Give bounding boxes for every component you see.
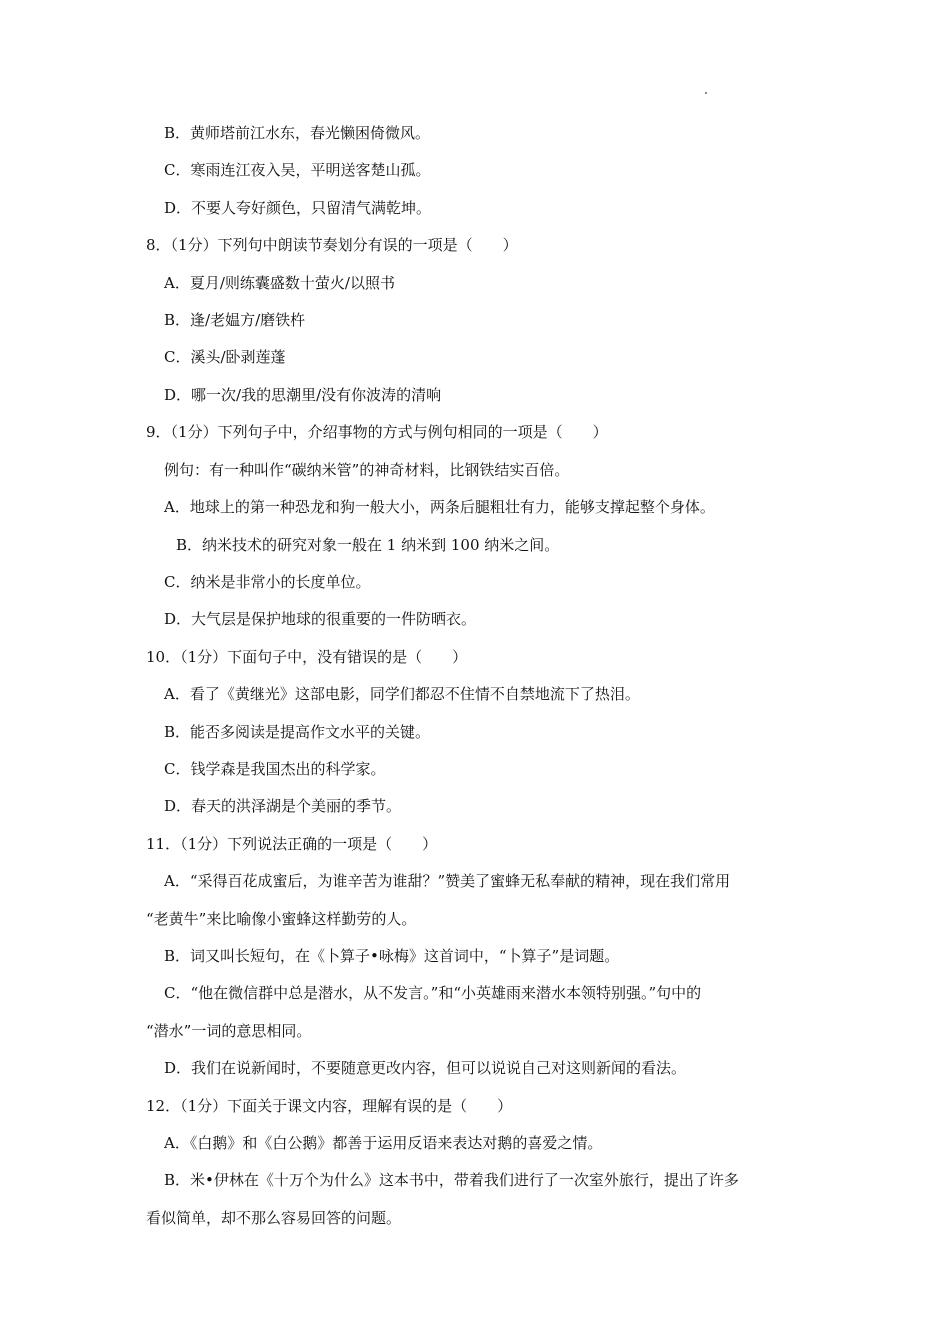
page-speck [705,92,707,94]
q9-option-a: A．地球上的第一种恐龙和狗一般大小，两条后腿粗壮有力，能够支撑起整个身体。 [164,498,715,516]
question-9: 9．（1分）下列句子中，介绍事物的方式与例句相同的一项是（ ） [146,423,608,441]
question-12: 12．（1分）下面关于课文内容，理解有误的是（ ） [146,1097,513,1115]
q8-option-a: A．夏月/则练囊盛数十萤火/以照书 [164,274,395,292]
q7-option-b: B．黄师塔前江水东，春光懒困倚微风。 [164,124,431,142]
q11-option-a-continued: “老黄牛”来比喻像小蜜蜂这样勤劳的人。 [146,910,417,928]
q7-option-c: C．寒雨连江夜入吴，平明送客楚山孤。 [164,161,431,179]
q12-option-b-continued: 看似简单，却不那么容易回答的问题。 [146,1209,402,1227]
q10-option-a: A．看了《黄继光》这部电影，同学们都忍不住情不自禁地流下了热泪。 [164,685,640,703]
q8-option-b: B．逢/老媪方/磨铁杵 [164,311,306,329]
q9-option-d: D．大气层是保护地球的很重要的一件防晒衣。 [164,610,477,628]
q12-option-b: B．米•伊林在《十万个为什么》这本书中，带着我们进行了一次室外旅行，提出了许多 [164,1171,739,1189]
q7-option-d: D．不要人夸好颜色，只留清气满乾坤。 [164,199,432,217]
q11-option-c: C．“他在微信群中总是潜水，从不发言。”和“小英雄雨来潜水本领特别强。”句中的 [164,984,702,1002]
q11-option-d: D．我们在说新闻时，不要随意更改内容，但可以说说自己对这则新闻的看法。 [164,1059,687,1077]
q9-option-b: B．纳米技术的研究对象一般在 1 纳米到 100 纳米之间。 [176,536,560,554]
q9-option-c: C．纳米是非常小的长度单位。 [164,573,371,591]
q10-option-d: D．春天的洪泽湖是个美丽的季节。 [164,797,402,815]
q10-option-c: C．钱学森是我国杰出的科学家。 [164,760,386,778]
q9-example: 例句：有一种叫作“碳纳米管”的神奇材料，比钢铁结实百倍。 [164,461,570,479]
question-10: 10．（1分）下面句子中，没有错误的是（ ） [146,648,468,666]
q11-option-b: B．词又叫长短句，在《卜算子•咏梅》这首词中，“卜算子”是词题。 [164,947,620,965]
q8-option-c: C．溪头/卧剥莲蓬 [164,348,286,366]
question-11: 11．（1分）下列说法正确的一项是（ ） [146,835,438,853]
q8-option-d: D．哪一次/我的思潮里/没有你波涛的清响 [164,386,442,404]
question-8: 8．（1分）下列句中朗读节奏划分有误的一项是（ ） [146,236,518,254]
q10-option-b: B．能否多阅读是提高作文水平的关键。 [164,723,431,741]
q12-option-a: A．《白鹅》和《白公鹅》都善于运用反语来表达对鹅的喜爱之情。 [164,1134,603,1152]
q11-option-a: A．“采得百花成蜜后，为谁辛苦为谁甜？”赞美了蜜蜂无私奉献的精神，现在我们常用 [164,872,731,890]
q11-option-c-continued: “潜水”一词的意思相同。 [146,1022,312,1040]
